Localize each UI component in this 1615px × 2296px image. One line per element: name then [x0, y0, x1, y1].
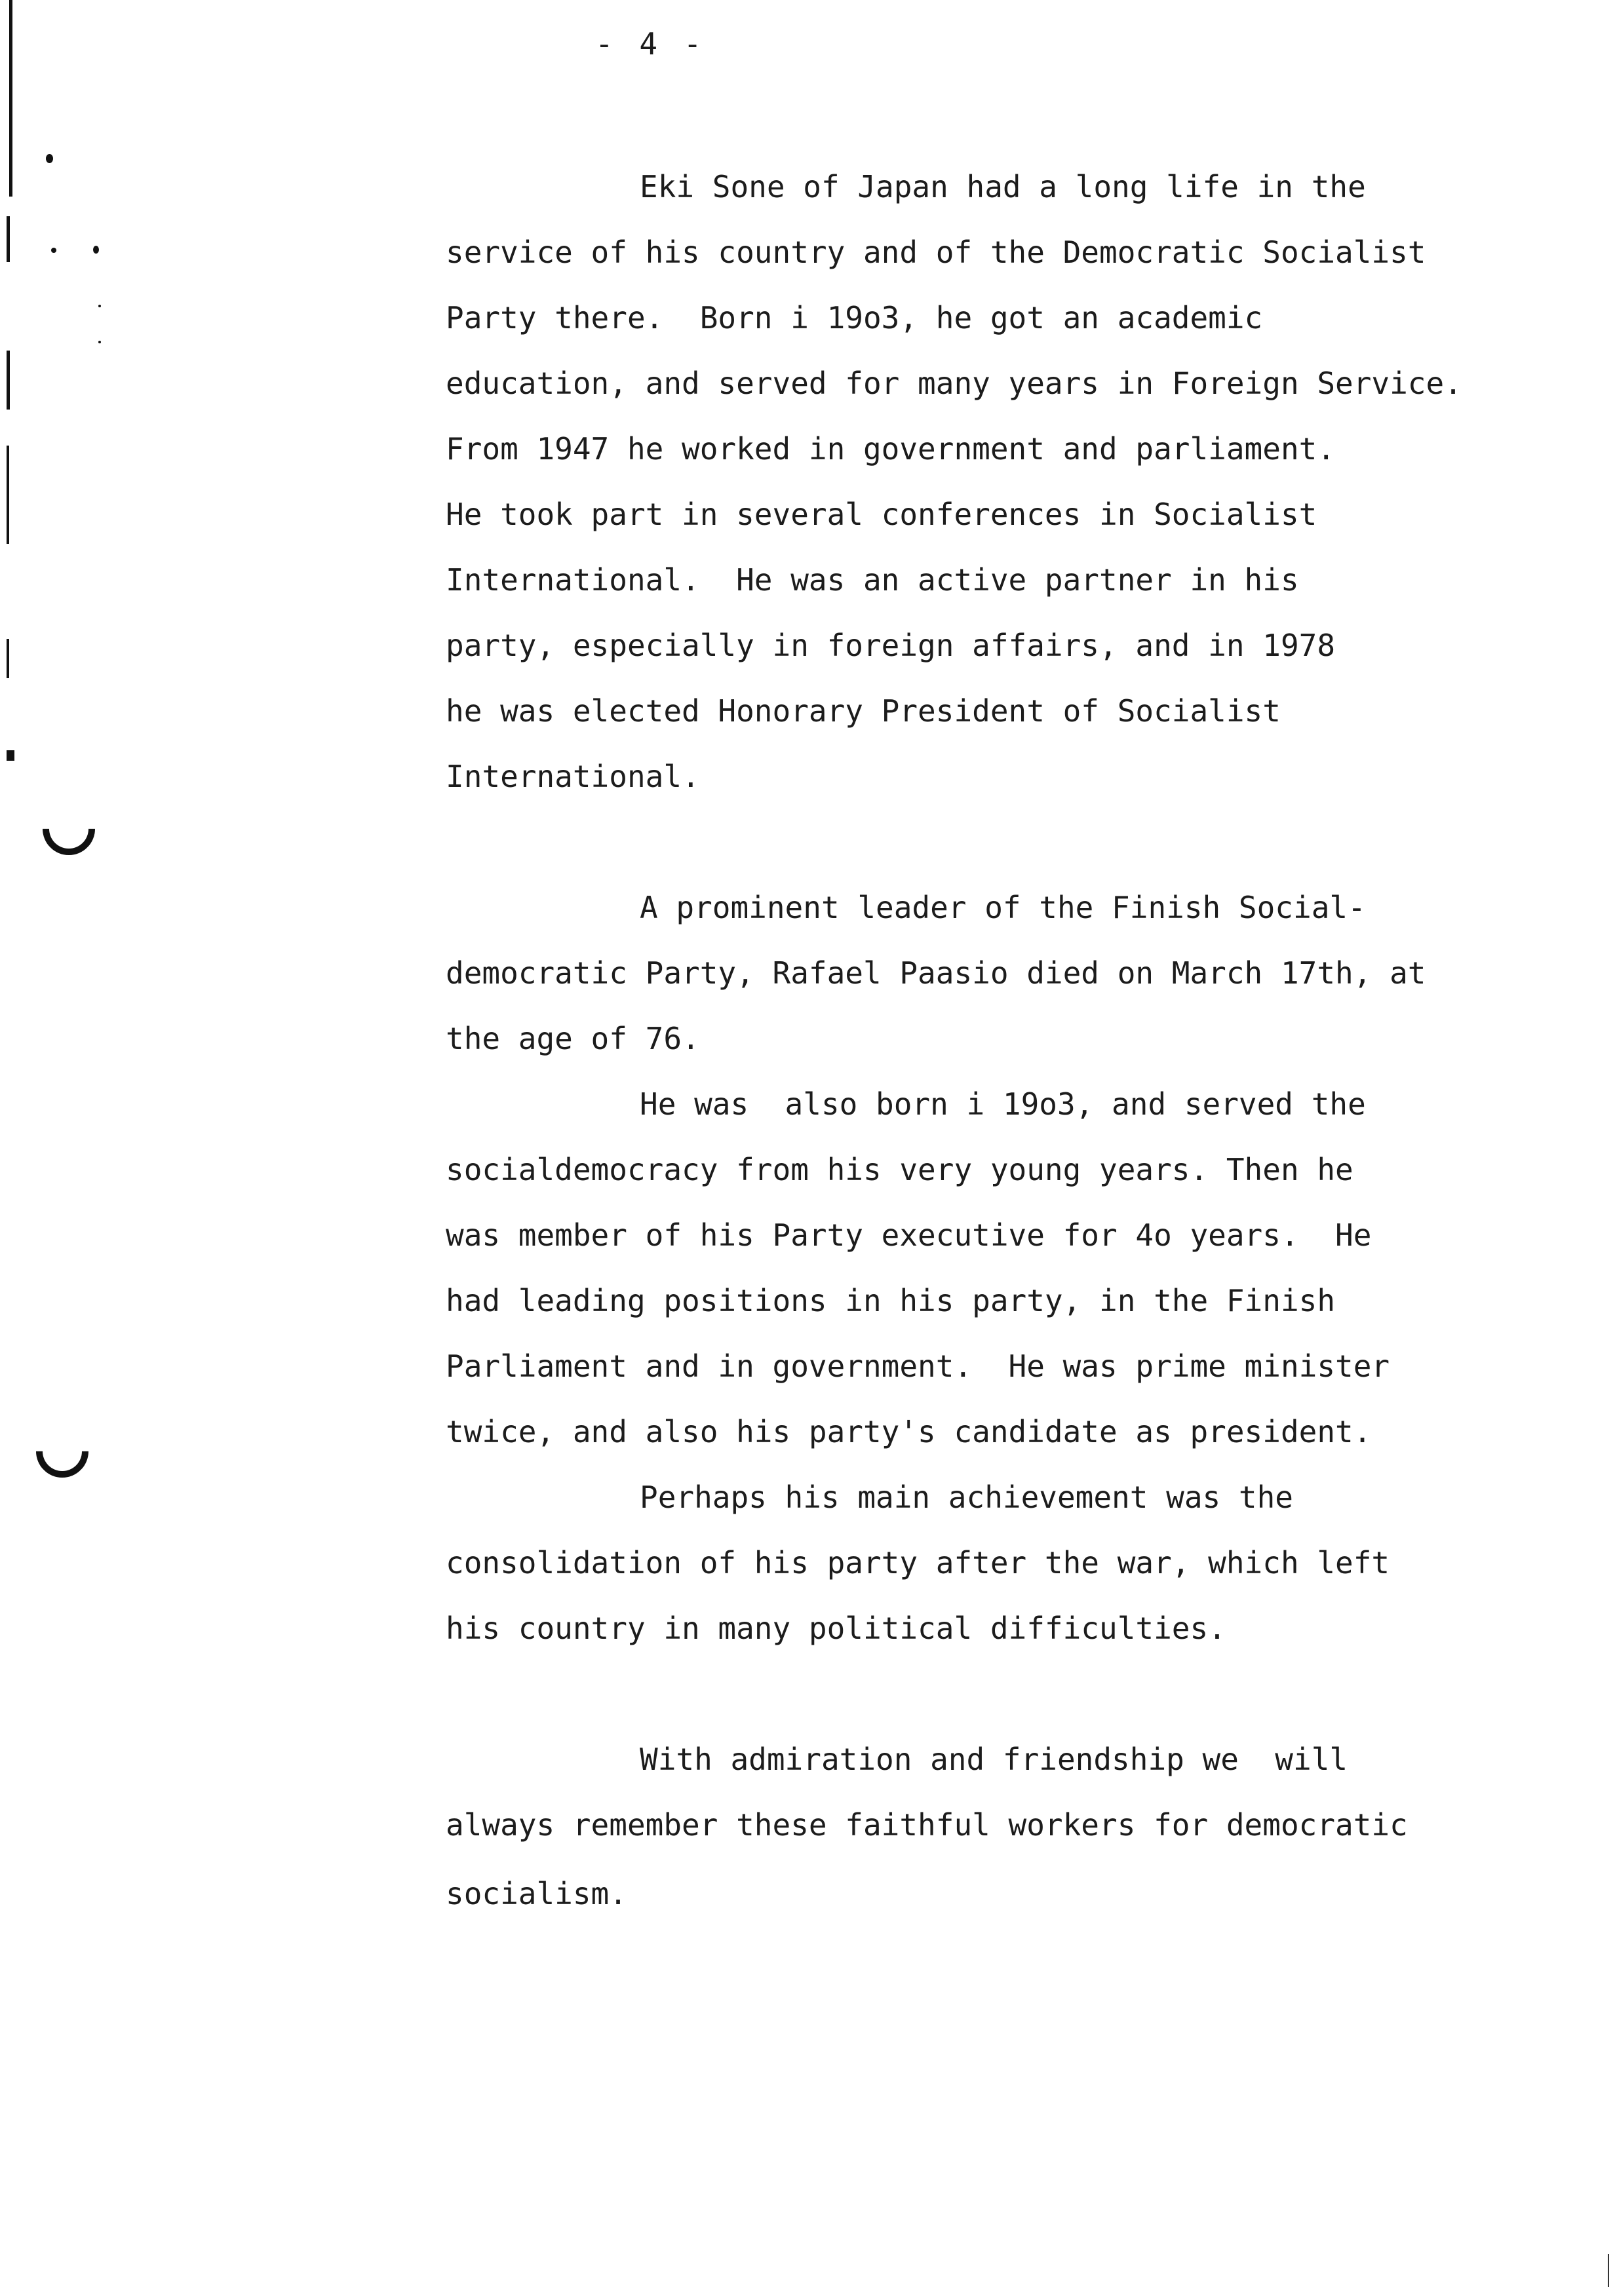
text-line: the age of 76.	[446, 1021, 700, 1056]
text-line: Perhaps his main achievement was the	[640, 1480, 1293, 1515]
text-line: his country in many political difficulties.	[446, 1611, 1226, 1646]
text-line: consolidation of his party after the war, which left	[446, 1545, 1390, 1580]
scan-artifact-bar	[9, 0, 12, 197]
scan-artifact-arrow	[7, 750, 14, 761]
text-line: twice, and also his party's candidate as president.	[446, 1414, 1372, 1449]
scan-artifact-bar	[7, 446, 9, 544]
text-line: International. He was an active partner in his	[446, 562, 1299, 598]
scan-artifact-dot	[93, 246, 99, 254]
scan-artifact-edge	[1608, 2254, 1609, 2287]
text-line: From 1947 he worked in government and parliament.	[446, 431, 1336, 467]
text-line: party, especially in foreign affairs, and in 1978	[446, 628, 1336, 663]
text-line: service of his country and of the Democratic Socialist	[446, 235, 1426, 270]
text-line: Parliament and in government. He was prime minister	[446, 1349, 1390, 1384]
scan-artifact-dot	[98, 305, 101, 307]
text-line: With admiration and friendship we will	[640, 1742, 1348, 1777]
text-line: was member of his Party executive for 4o years. He	[446, 1217, 1372, 1253]
page-number: - 4 -	[595, 26, 706, 62]
punch-hole-crescent	[31, 792, 106, 866]
text-line: He was also born i 19o3, and served the	[640, 1086, 1366, 1122]
text-line: education, and served for many years in Foreign Service.	[446, 366, 1462, 401]
scan-artifact-bar	[7, 216, 10, 262]
text-line: democratic Party, Rafael Paasio died on March 17th, at	[446, 955, 1426, 991]
text-line: A prominent leader of the Finish Social-	[640, 890, 1366, 925]
scan-artifact-bar	[7, 351, 10, 410]
text-line: International.	[446, 759, 700, 794]
scan-artifact-dot	[51, 248, 56, 253]
scan-artifact-bar	[7, 639, 9, 678]
text-line: Party there. Born i 19o3, he got an academic	[446, 300, 1263, 335]
text-line: had leading positions in his party, in the Finish	[446, 1283, 1336, 1318]
text-line: always remember these faithful workers for democratic	[446, 1807, 1408, 1843]
punch-hole-crescent	[25, 1414, 99, 1488]
text-line: he was elected Honorary President of Socialist	[446, 693, 1281, 729]
scan-artifact-dot	[46, 154, 53, 163]
text-line: He took part in several conferences in Socialist	[446, 497, 1317, 532]
scan-artifact-dot	[98, 341, 101, 343]
text-line: socialdemocracy from his very young years. Then he	[446, 1152, 1353, 1187]
text-line: socialism.	[446, 1876, 627, 1911]
text-line: Eki Sone of Japan had a long life in the	[640, 169, 1366, 204]
